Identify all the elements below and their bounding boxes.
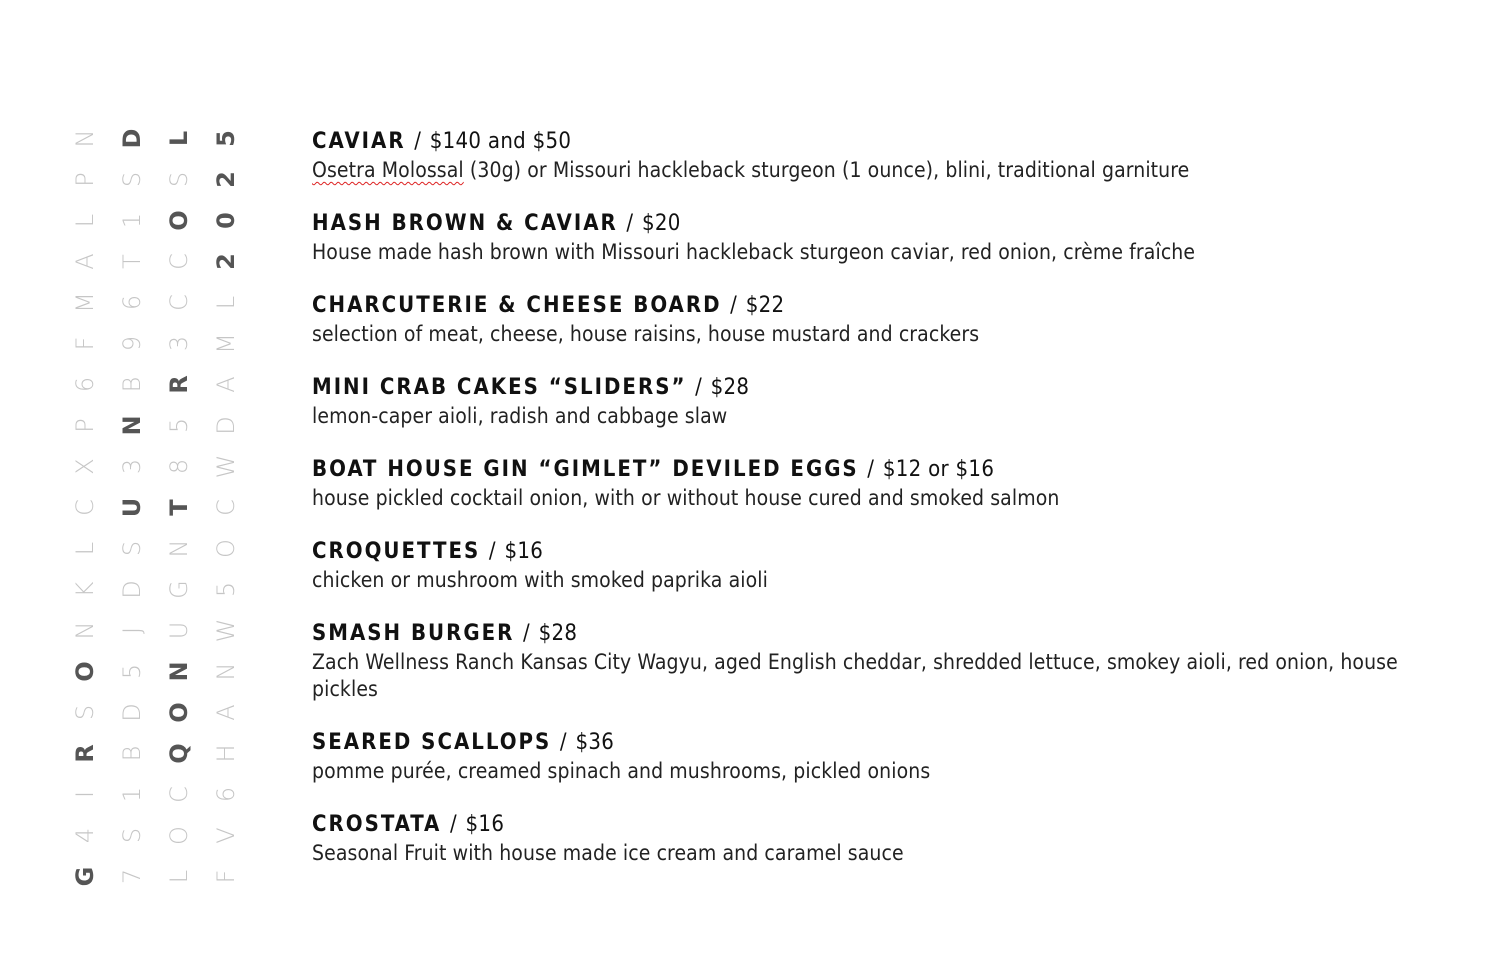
grid-letter: R — [165, 375, 193, 394]
grid-letter: S — [118, 540, 146, 557]
grid-letter: 3 — [165, 335, 193, 352]
grid-letter: 7 — [118, 868, 146, 885]
grid-letter: 9 — [118, 335, 146, 352]
grid-letter: M — [212, 333, 240, 354]
grid-letter: 6 — [118, 294, 146, 311]
price-separator: / — [867, 457, 875, 482]
menu-item-croquettes — [312, 538, 1422, 594]
item-name: CHARCUTERIE & CHEESE BOARD — [312, 293, 722, 318]
item-name: HASH BROWN & CAVIAR — [312, 211, 618, 236]
item-price: $36 — [575, 730, 615, 755]
grid-letter: O — [71, 661, 99, 682]
item-price: $28 — [538, 621, 578, 646]
grid-letter: 8 — [165, 458, 193, 475]
grid-letter: T — [165, 499, 193, 516]
grid-letter: D — [118, 580, 146, 599]
item-price: $12 or $16 — [882, 457, 995, 482]
grid-letter: 1 — [118, 786, 146, 803]
letter-grid — [62, 118, 250, 897]
grid-letter: G — [165, 580, 193, 599]
grid-letter: X — [71, 458, 99, 475]
grid-letter: H — [212, 744, 240, 763]
item-description: Seasonal Fruit with house made ice cream and caramel sauce — [312, 841, 904, 865]
grid-letter: N — [212, 662, 240, 681]
grid-letter: S — [118, 171, 146, 188]
grid-letter: 5 — [118, 663, 146, 680]
grid-letter: V — [212, 827, 240, 844]
item-price: $28 — [710, 375, 750, 400]
grid-letter: C — [165, 253, 193, 270]
item-price: $20 — [641, 211, 681, 236]
grid-letter: C — [212, 499, 240, 516]
grid-letter: C — [165, 786, 193, 803]
item-description: Zach Wellness Ranch Kansas City Wagyu, aged English cheddar, shredded lettuce, smokey aioli, red onion, house pickles — [312, 650, 1398, 701]
grid-letter: D — [118, 703, 146, 722]
grid-letter: C — [165, 294, 193, 311]
grid-letter: I — [71, 790, 99, 799]
grid-letter: 6 — [212, 786, 240, 803]
grid-letter: L — [71, 541, 99, 556]
menu-item-charcuterie — [312, 292, 1422, 348]
grid-letter: O — [165, 210, 193, 231]
grid-letter: M — [71, 292, 99, 313]
grid-letter: S — [118, 827, 146, 844]
item-price: $140 and $50 — [429, 129, 572, 154]
grid-letter: T — [118, 254, 146, 269]
price-separator: / — [626, 211, 634, 236]
item-name: CROQUETTES — [312, 539, 481, 564]
item-name: CROSTATA — [312, 812, 442, 837]
grid-letter: C — [71, 499, 99, 516]
grid-letter: N — [71, 621, 99, 640]
menu-item-scallops — [312, 729, 1422, 785]
item-name: MINI CRAB CAKES “SLIDERS” — [312, 375, 687, 400]
grid-letter: 2 — [212, 253, 240, 270]
letter-column-4 — [203, 118, 250, 897]
grid-letter: O — [165, 702, 193, 723]
grid-letter: B — [118, 376, 146, 393]
grid-letter: F — [71, 336, 99, 351]
grid-letter: U — [165, 621, 193, 640]
item-description: chicken or mushroom with smoked paprika aioli — [312, 568, 768, 592]
menu-item-smash-burger — [312, 620, 1422, 703]
grid-letter: J — [118, 626, 146, 635]
grid-letter: 6 — [71, 376, 99, 393]
item-description: selection of meat, cheese, house raisins, house mustard and crackers — [312, 322, 980, 346]
grid-letter: B — [118, 745, 146, 762]
item-description: pomme purée, creamed spinach and mushrooms, pickled onions — [312, 759, 931, 783]
grid-letter: 2 — [212, 171, 240, 188]
grid-letter: U — [118, 497, 146, 518]
grid-letter: D — [118, 128, 146, 149]
price-separator: / — [730, 293, 738, 318]
item-description: lemon-caper aioli, radish and cabbage slaw — [312, 404, 728, 428]
grid-letter: A — [212, 704, 240, 721]
letter-column-3 — [156, 118, 203, 897]
grid-letter: F — [212, 869, 240, 884]
grid-letter: S — [165, 171, 193, 188]
grid-letter: P — [71, 418, 99, 433]
grid-letter: L — [212, 295, 240, 310]
menu-item-hash-brown — [312, 210, 1422, 266]
grid-letter: L — [165, 130, 193, 147]
spellcheck-flagged-text: Osetra Molossal — [312, 158, 464, 182]
grid-letter: G — [71, 866, 99, 887]
item-description: House made hash brown with Missouri hackleback sturgeon caviar, red onion, crème fraîche — [312, 240, 1196, 264]
letter-column-2 — [109, 118, 156, 897]
item-name: SMASH BURGER — [312, 621, 515, 646]
item-name: CAVIAR — [312, 129, 406, 154]
grid-letter: 5 — [212, 581, 240, 598]
grid-letter: L — [71, 213, 99, 228]
grid-letter: 0 — [212, 212, 240, 229]
grid-letter: N — [71, 129, 99, 148]
grid-letter: D — [212, 416, 240, 435]
price-separator: / — [449, 812, 457, 837]
letter-column-1 — [62, 118, 109, 897]
grid-letter: N — [165, 661, 193, 682]
item-price: $16 — [504, 539, 544, 564]
grid-letter: K — [71, 581, 99, 598]
menu-item-crab-cakes — [312, 374, 1422, 430]
grid-letter: A — [212, 376, 240, 393]
item-description: house pickled cocktail onion, with or without house cured and smoked salmon — [312, 486, 1060, 510]
grid-letter: Q — [165, 743, 193, 764]
price-separator: / — [695, 375, 703, 400]
grid-letter: O — [165, 826, 193, 845]
grid-letter: 4 — [71, 827, 99, 844]
price-separator: / — [559, 730, 567, 755]
grid-letter: R — [71, 744, 99, 763]
grid-letter: O — [212, 539, 240, 558]
grid-letter: P — [71, 172, 99, 187]
grid-letter: 5 — [165, 417, 193, 434]
grid-letter: 1 — [118, 212, 146, 229]
grid-letter: N — [165, 539, 193, 558]
menu-item-deviled-eggs — [312, 456, 1422, 512]
price-separator: / — [414, 129, 422, 154]
item-description: (30g) or Missouri hackleback sturgeon (1 ounce), blini, traditional garniture — [463, 158, 1190, 182]
menu-item-crostata — [312, 811, 1422, 867]
grid-letter: W — [212, 454, 240, 479]
grid-letter: 5 — [212, 130, 240, 147]
menu-item-caviar — [312, 128, 1422, 184]
menu-list — [312, 128, 1422, 893]
grid-letter: S — [71, 704, 99, 721]
price-separator: / — [522, 621, 530, 646]
price-separator: / — [488, 539, 496, 564]
item-name: BOAT HOUSE GIN “GIMLET” DEVILED EGGS — [312, 457, 859, 482]
grid-letter: W — [212, 618, 240, 643]
grid-letter: A — [71, 253, 99, 270]
grid-letter: N — [118, 415, 146, 436]
item-name: SEARED SCALLOPS — [312, 730, 552, 755]
grid-letter: 3 — [118, 458, 146, 475]
grid-letter: L — [165, 869, 193, 884]
item-price: $22 — [745, 293, 785, 318]
item-price: $16 — [465, 812, 505, 837]
